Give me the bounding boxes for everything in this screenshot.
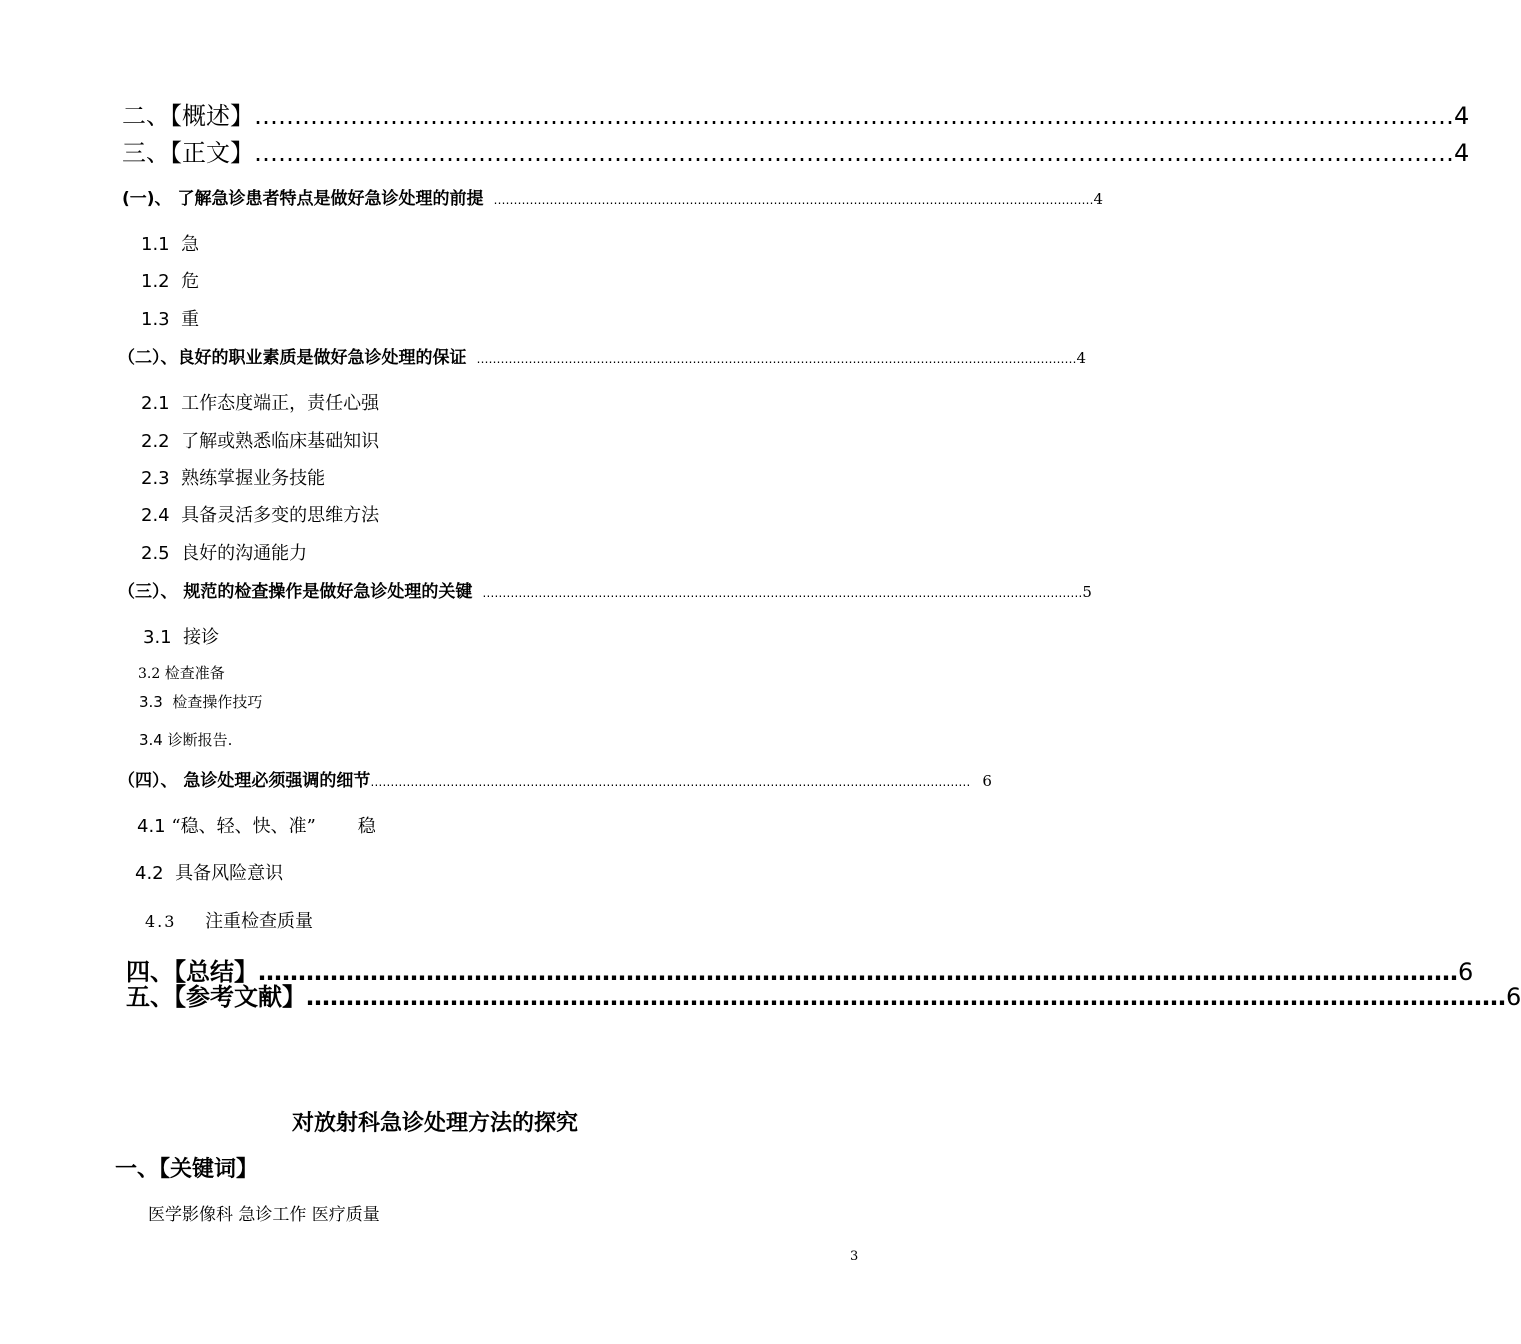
toc-subitem-number: 3.1 [143, 627, 172, 648]
toc-subitem-number: 2.4 [141, 505, 170, 526]
toc-subitem[interactable] [141, 389, 379, 415]
toc-leader-dots: …………………………………………………………………………………………………………………………………… [254, 102, 1454, 130]
toc-subitem-text: 检查准备 [164, 664, 225, 682]
toc-subitem[interactable] [138, 662, 225, 683]
toc-entry-sec2[interactable] [118, 343, 1087, 368]
toc-subitem[interactable] [141, 539, 307, 565]
toc-subitem-text: 良好的沟通能力 [181, 543, 308, 564]
toc-subitem-number: 1.2 [141, 271, 170, 292]
toc-entry-sec4[interactable] [118, 766, 992, 791]
toc-entry-label: (一)、 了解急诊患者特点是做好急诊处理的前提 [122, 189, 484, 209]
toc-subitem-text: “稳、轻、快、准” [171, 816, 316, 837]
toc-subitem[interactable] [143, 623, 219, 649]
toc-entry-label: 五、【参考文献】 [126, 983, 306, 1011]
toc-page-number: 4 [1454, 102, 1470, 130]
toc-subitem-number: 2.5 [141, 543, 170, 564]
toc-subitem-number: 3.3 [139, 693, 163, 711]
toc-subitem-text: 工作态度端正，责任心强 [181, 393, 380, 414]
toc-page-number: 6 [1458, 958, 1474, 986]
toc-subitem-extra: 稳 [357, 816, 376, 837]
toc-page-number: 5 [1082, 583, 1092, 601]
toc-leader-dots: …………………………………………………………………………………………………………………………………… [482, 586, 1083, 600]
toc-entry-label: （四）、 急诊处理必须强调的细节 [118, 771, 371, 791]
toc-page-number: 4 [1454, 139, 1470, 167]
toc-entry-overview[interactable] [122, 96, 1470, 131]
toc-subitem-number: 2.1 [141, 393, 170, 414]
toc-subitem[interactable] [141, 427, 379, 453]
keywords-heading: 一、【关键词】 [115, 1157, 259, 1182]
toc-subitem-number: 4.3 [145, 912, 177, 931]
toc-subitem-number: 3.2 [138, 666, 161, 682]
toc-subitem-number: 4.1 [137, 816, 166, 837]
toc-entry-label: （二）、良好的职业素质是做好急诊处理的保证 [118, 348, 467, 368]
toc-subitem-text: 重 [181, 309, 200, 330]
toc-subitem[interactable] [141, 305, 199, 331]
toc-subitem-number: 4.2 [135, 863, 164, 884]
toc-subitem-text: 接诊 [183, 627, 220, 648]
toc-subitem-number: 3.4 [139, 731, 163, 749]
toc-subitem-text: 诊断报告. [167, 731, 233, 749]
toc-entry-label: （三）、 规范的检查操作是做好急诊处理的关键 [118, 582, 473, 602]
toc-subitem-text: 了解或熟悉临床基础知识 [181, 431, 380, 452]
keywords-text: 医学影像科 急诊工作 医疗质量 [148, 1205, 380, 1225]
toc-subitem-text: 危 [181, 271, 200, 292]
toc-leader-dots: …………………………………………………………………………………………………………………………………… [258, 958, 1458, 986]
toc-page-number: 4 [1076, 349, 1087, 367]
toc-entry-body[interactable] [122, 133, 1470, 168]
toc-subitem[interactable] [139, 729, 232, 750]
toc-subitem-text: 具备灵活多变的思维方法 [181, 505, 380, 526]
toc-subitem-text: 注重检查质量 [205, 911, 314, 932]
toc-subitem[interactable] [137, 812, 376, 838]
toc-subitem-number: 1.1 [141, 234, 170, 255]
toc-leader-dots: …………………………………………………………………………………………………………………………………… [370, 775, 971, 789]
toc-page-number: 6 [982, 772, 992, 790]
toc-entry-sec1[interactable] [122, 184, 1104, 209]
toc-entry-refs[interactable] [126, 977, 1521, 1012]
toc-entry-label: 三、【正文】 [122, 139, 254, 167]
page-number: 3 [850, 1249, 859, 1264]
toc-subitem[interactable] [145, 907, 313, 933]
toc-subitem[interactable] [141, 501, 379, 527]
toc-subitem-number: 2.3 [141, 468, 170, 489]
toc-entry-label: 四、【总结】 [126, 958, 258, 986]
toc-subitem-text: 急 [181, 234, 200, 255]
article-title: 对放射科急诊处理方法的探究 [291, 1111, 578, 1136]
toc-subitem-text: 熟练掌握业务技能 [181, 468, 326, 489]
toc-subitem-number: 1.3 [141, 309, 170, 330]
toc-leader-dots: …………………………………………………………………………………………………………………………………… [476, 352, 1077, 366]
toc-subitem[interactable] [141, 267, 199, 293]
toc-leader-dots: …………………………………………………………………………………………………………………………………… [254, 139, 1454, 167]
toc-subitem-number: 2.2 [141, 431, 170, 452]
toc-subitem-text: 具备风险意识 [175, 863, 284, 884]
toc-entry-label: 二、【概述】 [122, 102, 254, 130]
toc-subitem[interactable] [135, 859, 283, 885]
toc-subitem-text: 检查操作技巧 [172, 693, 263, 711]
toc-subitem[interactable] [141, 230, 199, 256]
toc-leader-dots: …………………………………………………………………………………………………………………………………… [306, 983, 1506, 1011]
toc-page-number: 4 [1093, 190, 1104, 208]
toc-subitem[interactable] [139, 691, 262, 712]
toc-subitem[interactable] [141, 464, 325, 490]
toc-page-number: 6 [1506, 983, 1521, 1011]
toc-entry-sec3[interactable] [118, 577, 1092, 602]
toc-leader-dots: …………………………………………………………………………………………………………………………………… [493, 193, 1094, 207]
